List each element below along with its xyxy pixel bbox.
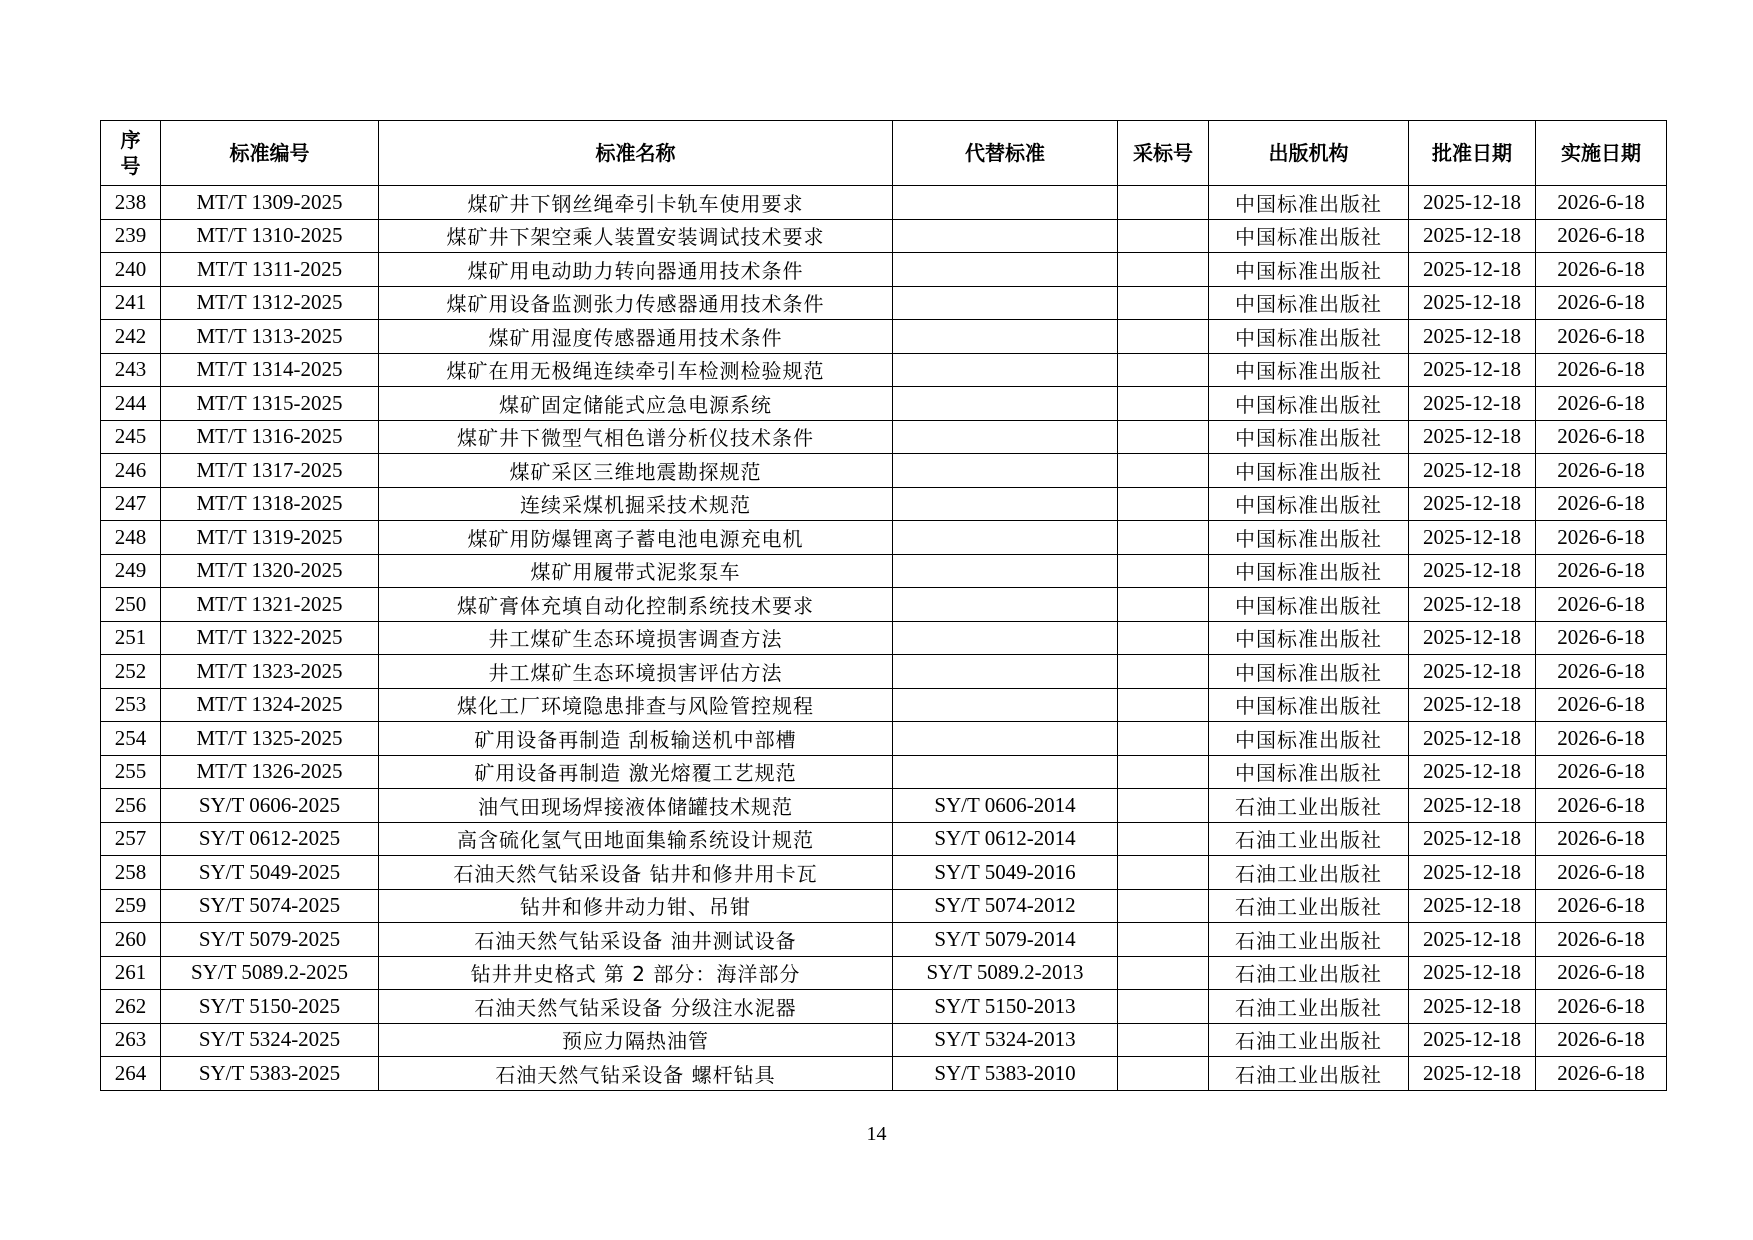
cell-code: MT/T 1326-2025 (161, 755, 379, 789)
cell-code: MT/T 1324-2025 (161, 688, 379, 722)
cell-replaces (893, 420, 1118, 454)
cell-seq: 243 (101, 353, 161, 387)
cell-name: 井工煤矿生态环境损害评估方法 (379, 655, 893, 689)
cell-approved: 2025-12-18 (1409, 253, 1536, 287)
cell-effective: 2026-6-18 (1536, 554, 1667, 588)
cell-seq: 249 (101, 554, 161, 588)
cell-code: MT/T 1321-2025 (161, 588, 379, 622)
cell-name: 石油天然气钻采设备 油井测试设备 (379, 923, 893, 957)
cell-seq: 253 (101, 688, 161, 722)
header-name: 标准名称 (379, 121, 893, 186)
cell-replaces (893, 688, 1118, 722)
cell-effective: 2026-6-18 (1536, 1023, 1667, 1057)
cell-seq: 250 (101, 588, 161, 622)
cell-publisher: 中国标准出版社 (1209, 387, 1409, 421)
cell-replaces: SY/T 5074-2012 (893, 889, 1118, 923)
cell-seq: 252 (101, 655, 161, 689)
cell-effective: 2026-6-18 (1536, 353, 1667, 387)
cell-replaces (893, 722, 1118, 756)
cell-name: 煤矿井下钢丝绳牵引卡轨车使用要求 (379, 186, 893, 220)
cell-replaces (893, 219, 1118, 253)
cell-code: MT/T 1312-2025 (161, 286, 379, 320)
cell-effective: 2026-6-18 (1536, 755, 1667, 789)
cell-effective: 2026-6-18 (1536, 420, 1667, 454)
cell-replaces: SY/T 0606-2014 (893, 789, 1118, 823)
cell-approved: 2025-12-18 (1409, 186, 1536, 220)
cell-name: 煤矿用设备监测张力传感器通用技术条件 (379, 286, 893, 320)
cell-seq: 264 (101, 1057, 161, 1091)
cell-publisher: 中国标准出版社 (1209, 253, 1409, 287)
cell-approved: 2025-12-18 (1409, 722, 1536, 756)
cell-code: SY/T 5383-2025 (161, 1057, 379, 1091)
cell-effective: 2026-6-18 (1536, 487, 1667, 521)
cell-name: 钻井井史格式 第 2 部分：海洋部分 (379, 956, 893, 990)
cell-approved: 2025-12-18 (1409, 856, 1536, 890)
cell-approved: 2025-12-18 (1409, 655, 1536, 689)
cell-publisher: 石油工业出版社 (1209, 789, 1409, 823)
cell-replaces (893, 655, 1118, 689)
cell-seq: 242 (101, 320, 161, 354)
cell-replaces (893, 253, 1118, 287)
table-row (101, 755, 1667, 789)
cell-effective: 2026-6-18 (1536, 789, 1667, 823)
cell-name: 煤矿用湿度传感器通用技术条件 (379, 320, 893, 354)
cell-adopted (1118, 588, 1209, 622)
cell-code: MT/T 1319-2025 (161, 521, 379, 555)
cell-publisher: 中国标准出版社 (1209, 286, 1409, 320)
cell-seq: 248 (101, 521, 161, 555)
cell-seq: 254 (101, 722, 161, 756)
cell-code: MT/T 1318-2025 (161, 487, 379, 521)
cell-adopted (1118, 1057, 1209, 1091)
cell-seq: 247 (101, 487, 161, 521)
cell-publisher: 中国标准出版社 (1209, 755, 1409, 789)
cell-replaces: SY/T 0612-2014 (893, 822, 1118, 856)
cell-code: SY/T 5079-2025 (161, 923, 379, 957)
cell-approved: 2025-12-18 (1409, 688, 1536, 722)
cell-approved: 2025-12-18 (1409, 420, 1536, 454)
cell-effective: 2026-6-18 (1536, 521, 1667, 555)
cell-name: 井工煤矿生态环境损害调查方法 (379, 621, 893, 655)
table-row (101, 1057, 1667, 1091)
cell-adopted (1118, 521, 1209, 555)
cell-seq: 258 (101, 856, 161, 890)
cell-seq: 246 (101, 454, 161, 488)
cell-seq: 263 (101, 1023, 161, 1057)
table-row (101, 621, 1667, 655)
cell-code: MT/T 1323-2025 (161, 655, 379, 689)
cell-approved: 2025-12-18 (1409, 521, 1536, 555)
cell-approved: 2025-12-18 (1409, 286, 1536, 320)
cell-name: 石油天然气钻采设备 螺杆钻具 (379, 1057, 893, 1091)
header-code: 标准编号 (161, 121, 379, 186)
cell-code: MT/T 1311-2025 (161, 253, 379, 287)
cell-code: MT/T 1310-2025 (161, 219, 379, 253)
table-row (101, 722, 1667, 756)
cell-adopted (1118, 655, 1209, 689)
cell-publisher: 中国标准出版社 (1209, 588, 1409, 622)
header-adopted: 采标号 (1118, 121, 1209, 186)
cell-approved: 2025-12-18 (1409, 219, 1536, 253)
cell-name: 连续采煤机掘采技术规范 (379, 487, 893, 521)
table-row (101, 856, 1667, 890)
table-row (101, 454, 1667, 488)
cell-effective: 2026-6-18 (1536, 588, 1667, 622)
cell-seq: 239 (101, 219, 161, 253)
cell-name: 煤矿膏体充填自动化控制系统技术要求 (379, 588, 893, 622)
cell-effective: 2026-6-18 (1536, 722, 1667, 756)
cell-approved: 2025-12-18 (1409, 1023, 1536, 1057)
cell-replaces: SY/T 5049-2016 (893, 856, 1118, 890)
cell-replaces (893, 755, 1118, 789)
cell-publisher: 石油工业出版社 (1209, 1023, 1409, 1057)
cell-code: MT/T 1317-2025 (161, 454, 379, 488)
cell-effective: 2026-6-18 (1536, 286, 1667, 320)
cell-replaces (893, 621, 1118, 655)
page-number: 14 (866, 1123, 887, 1145)
cell-publisher: 中国标准出版社 (1209, 219, 1409, 253)
cell-replaces (893, 487, 1118, 521)
cell-code: MT/T 1322-2025 (161, 621, 379, 655)
cell-approved: 2025-12-18 (1409, 889, 1536, 923)
cell-approved: 2025-12-18 (1409, 789, 1536, 823)
header-approved: 批准日期 (1409, 121, 1536, 186)
cell-name: 油气田现场焊接液体储罐技术规范 (379, 789, 893, 823)
cell-replaces (893, 186, 1118, 220)
cell-publisher: 中国标准出版社 (1209, 688, 1409, 722)
cell-approved: 2025-12-18 (1409, 353, 1536, 387)
cell-effective: 2026-6-18 (1536, 822, 1667, 856)
cell-adopted (1118, 956, 1209, 990)
header-seq (101, 121, 161, 186)
cell-publisher: 石油工业出版社 (1209, 856, 1409, 890)
cell-seq: 244 (101, 387, 161, 421)
cell-approved: 2025-12-18 (1409, 1057, 1536, 1091)
cell-name: 煤矿井下架空乘人装置安装调试技术要求 (379, 219, 893, 253)
cell-seq: 245 (101, 420, 161, 454)
cell-adopted (1118, 387, 1209, 421)
cell-replaces (893, 588, 1118, 622)
cell-effective: 2026-6-18 (1536, 956, 1667, 990)
cell-name: 钻井和修井动力钳、吊钳 (379, 889, 893, 923)
cell-publisher: 中国标准出版社 (1209, 454, 1409, 488)
table-row (101, 923, 1667, 957)
cell-code: SY/T 0612-2025 (161, 822, 379, 856)
cell-adopted (1118, 722, 1209, 756)
cell-replaces (893, 320, 1118, 354)
cell-adopted (1118, 454, 1209, 488)
cell-approved: 2025-12-18 (1409, 822, 1536, 856)
cell-replaces: SY/T 5079-2014 (893, 923, 1118, 957)
cell-replaces (893, 286, 1118, 320)
cell-effective: 2026-6-18 (1536, 253, 1667, 287)
header-seq-line2: 号 (120, 154, 141, 178)
cell-replaces (893, 387, 1118, 421)
cell-effective: 2026-6-18 (1536, 1057, 1667, 1091)
cell-seq: 256 (101, 789, 161, 823)
cell-publisher: 中国标准出版社 (1209, 420, 1409, 454)
cell-name: 煤矿用履带式泥浆泵车 (379, 554, 893, 588)
cell-code: MT/T 1315-2025 (161, 387, 379, 421)
cell-replaces: SY/T 5324-2013 (893, 1023, 1118, 1057)
cell-publisher: 中国标准出版社 (1209, 655, 1409, 689)
table-row (101, 1023, 1667, 1057)
header-seq-line1: 序 (120, 128, 141, 152)
cell-approved: 2025-12-18 (1409, 487, 1536, 521)
table-row (101, 588, 1667, 622)
cell-effective: 2026-6-18 (1536, 856, 1667, 890)
cell-publisher: 中国标准出版社 (1209, 722, 1409, 756)
cell-adopted (1118, 253, 1209, 287)
table-row (101, 487, 1667, 521)
header-effective: 实施日期 (1536, 121, 1667, 186)
header-row (101, 121, 1667, 186)
cell-adopted (1118, 219, 1209, 253)
header-replaces: 代替标准 (893, 121, 1118, 186)
cell-code: MT/T 1325-2025 (161, 722, 379, 756)
cell-adopted (1118, 420, 1209, 454)
cell-name: 高含硫化氢气田地面集输系统设计规范 (379, 822, 893, 856)
cell-name: 预应力隔热油管 (379, 1023, 893, 1057)
cell-approved: 2025-12-18 (1409, 588, 1536, 622)
cell-name: 煤矿采区三维地震勘探规范 (379, 454, 893, 488)
cell-name: 矿用设备再制造 激光熔覆工艺规范 (379, 755, 893, 789)
cell-adopted (1118, 688, 1209, 722)
cell-approved: 2025-12-18 (1409, 554, 1536, 588)
cell-adopted (1118, 1023, 1209, 1057)
cell-seq: 262 (101, 990, 161, 1024)
cell-seq: 238 (101, 186, 161, 220)
cell-code: MT/T 1309-2025 (161, 186, 379, 220)
cell-seq: 257 (101, 822, 161, 856)
cell-code: MT/T 1313-2025 (161, 320, 379, 354)
cell-adopted (1118, 353, 1209, 387)
cell-publisher: 中国标准出版社 (1209, 186, 1409, 220)
cell-name: 石油天然气钻采设备 钻井和修井用卡瓦 (379, 856, 893, 890)
cell-publisher: 石油工业出版社 (1209, 889, 1409, 923)
cell-seq: 260 (101, 923, 161, 957)
cell-effective: 2026-6-18 (1536, 990, 1667, 1024)
cell-code: SY/T 5324-2025 (161, 1023, 379, 1057)
cell-seq: 240 (101, 253, 161, 287)
table-header (101, 121, 1667, 186)
cell-code: MT/T 1314-2025 (161, 353, 379, 387)
cell-effective: 2026-6-18 (1536, 454, 1667, 488)
table-row (101, 219, 1667, 253)
cell-publisher: 石油工业出版社 (1209, 1057, 1409, 1091)
table-row (101, 186, 1667, 220)
cell-adopted (1118, 554, 1209, 588)
cell-effective: 2026-6-18 (1536, 655, 1667, 689)
table-row (101, 889, 1667, 923)
cell-adopted (1118, 621, 1209, 655)
table-row (101, 655, 1667, 689)
table-row (101, 521, 1667, 555)
cell-publisher: 石油工业出版社 (1209, 990, 1409, 1024)
cell-replaces: SY/T 5383-2010 (893, 1057, 1118, 1091)
table-row (101, 822, 1667, 856)
cell-replaces (893, 353, 1118, 387)
cell-publisher: 中国标准出版社 (1209, 521, 1409, 555)
cell-adopted (1118, 822, 1209, 856)
cell-adopted (1118, 286, 1209, 320)
table-body (101, 186, 1667, 1091)
cell-approved: 2025-12-18 (1409, 990, 1536, 1024)
cell-approved: 2025-12-18 (1409, 621, 1536, 655)
cell-replaces: SY/T 5150-2013 (893, 990, 1118, 1024)
cell-effective: 2026-6-18 (1536, 923, 1667, 957)
cell-publisher: 石油工业出版社 (1209, 822, 1409, 856)
cell-effective: 2026-6-18 (1536, 621, 1667, 655)
cell-adopted (1118, 186, 1209, 220)
cell-adopted (1118, 320, 1209, 354)
cell-seq: 255 (101, 755, 161, 789)
cell-approved: 2025-12-18 (1409, 454, 1536, 488)
cell-code: SY/T 5074-2025 (161, 889, 379, 923)
cell-approved: 2025-12-18 (1409, 320, 1536, 354)
table-row (101, 253, 1667, 287)
cell-publisher: 中国标准出版社 (1209, 487, 1409, 521)
table-row (101, 789, 1667, 823)
cell-seq: 241 (101, 286, 161, 320)
cell-publisher: 中国标准出版社 (1209, 554, 1409, 588)
table-row (101, 688, 1667, 722)
cell-publisher: 中国标准出版社 (1209, 320, 1409, 354)
cell-name: 煤矿用防爆锂离子蓄电池电源充电机 (379, 521, 893, 555)
cell-publisher: 中国标准出版社 (1209, 621, 1409, 655)
cell-adopted (1118, 487, 1209, 521)
cell-effective: 2026-6-18 (1536, 219, 1667, 253)
table-row (101, 554, 1667, 588)
cell-adopted (1118, 789, 1209, 823)
cell-publisher: 石油工业出版社 (1209, 956, 1409, 990)
cell-effective: 2026-6-18 (1536, 320, 1667, 354)
cell-adopted (1118, 923, 1209, 957)
cell-name: 矿用设备再制造 刮板输送机中部槽 (379, 722, 893, 756)
cell-seq: 259 (101, 889, 161, 923)
cell-code: MT/T 1320-2025 (161, 554, 379, 588)
cell-approved: 2025-12-18 (1409, 956, 1536, 990)
cell-name: 石油天然气钻采设备 分级注水泥器 (379, 990, 893, 1024)
cell-code: SY/T 5049-2025 (161, 856, 379, 890)
table-row (101, 353, 1667, 387)
cell-adopted (1118, 990, 1209, 1024)
table-row (101, 387, 1667, 421)
cell-effective: 2026-6-18 (1536, 387, 1667, 421)
cell-code: SY/T 0606-2025 (161, 789, 379, 823)
cell-replaces (893, 521, 1118, 555)
cell-publisher: 中国标准出版社 (1209, 353, 1409, 387)
cell-adopted (1118, 856, 1209, 890)
table-row (101, 420, 1667, 454)
cell-code: MT/T 1316-2025 (161, 420, 379, 454)
cell-name: 煤矿用电动助力转向器通用技术条件 (379, 253, 893, 287)
header-publisher: 出版机构 (1209, 121, 1409, 186)
cell-adopted (1118, 755, 1209, 789)
cell-name: 煤矿在用无极绳连续牵引车检测检验规范 (379, 353, 893, 387)
cell-approved: 2025-12-18 (1409, 387, 1536, 421)
table-row (101, 956, 1667, 990)
cell-effective: 2026-6-18 (1536, 186, 1667, 220)
table-row (101, 286, 1667, 320)
cell-replaces (893, 454, 1118, 488)
cell-replaces (893, 554, 1118, 588)
cell-replaces: SY/T 5089.2-2013 (893, 956, 1118, 990)
cell-effective: 2026-6-18 (1536, 889, 1667, 923)
cell-name: 煤矿固定储能式应急电源系统 (379, 387, 893, 421)
cell-publisher: 石油工业出版社 (1209, 923, 1409, 957)
table-row (101, 990, 1667, 1024)
cell-name: 煤矿井下微型气相色谱分析仪技术条件 (379, 420, 893, 454)
standards-table (100, 120, 1667, 1091)
cell-seq: 261 (101, 956, 161, 990)
cell-adopted (1118, 889, 1209, 923)
cell-code: SY/T 5150-2025 (161, 990, 379, 1024)
cell-seq: 251 (101, 621, 161, 655)
cell-approved: 2025-12-18 (1409, 923, 1536, 957)
cell-effective: 2026-6-18 (1536, 688, 1667, 722)
cell-approved: 2025-12-18 (1409, 755, 1536, 789)
cell-code: SY/T 5089.2-2025 (161, 956, 379, 990)
cell-name: 煤化工厂环境隐患排查与风险管控规程 (379, 688, 893, 722)
table-row (101, 320, 1667, 354)
